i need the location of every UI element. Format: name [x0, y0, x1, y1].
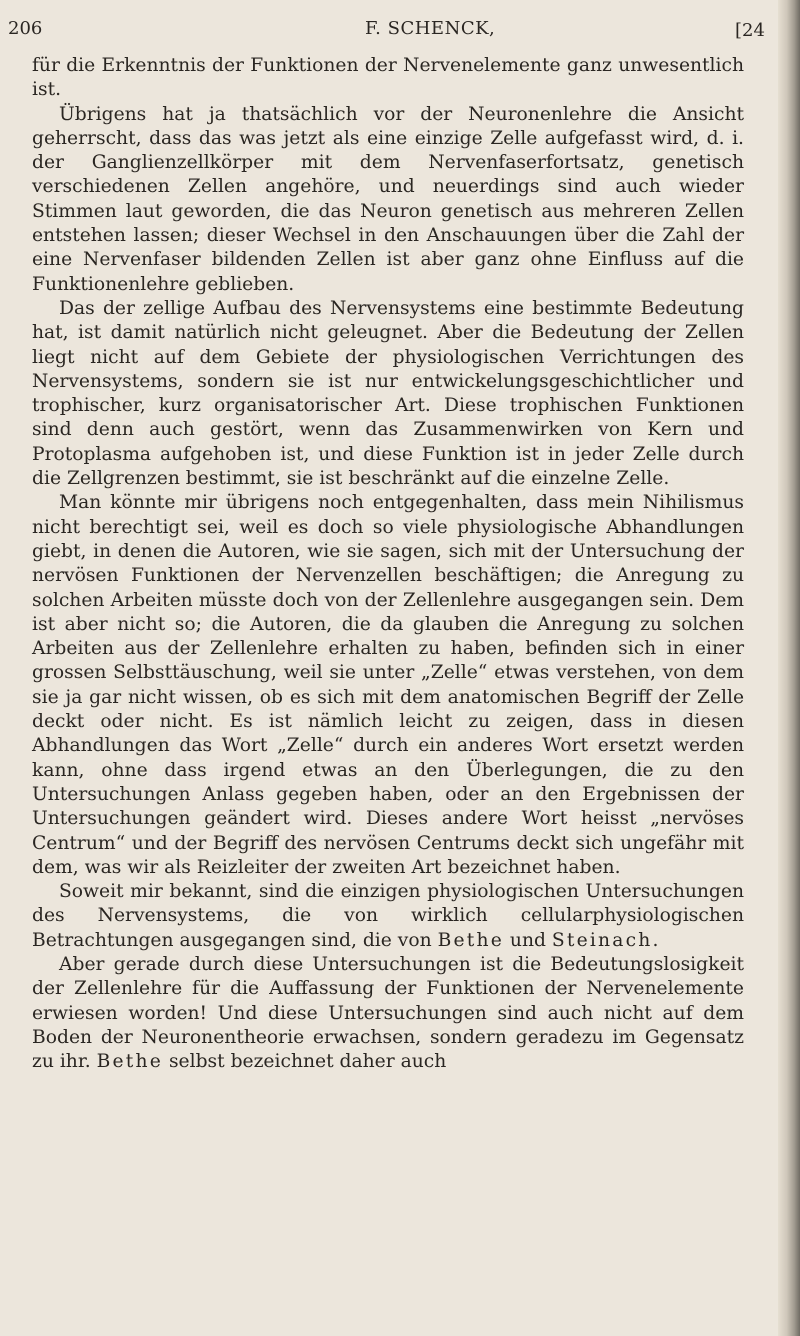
author-name-bethe: Bethe: [437, 929, 504, 951]
paragraph-6: [32, 953, 744, 1074]
page-edge-shadow: [778, 0, 800, 1336]
running-head-author: F. SCHENCK,: [365, 18, 496, 39]
running-header: [0, 18, 780, 46]
author-name-bethe-2: Bethe: [96, 1051, 163, 1073]
paragraph-5: [32, 880, 744, 953]
paragraph-3: Das der zellige Aufbau des Nervensystems eine bestimmte Bedeutung hat, ist damit natürlich nicht geleugnet. Aber die Bedeutung der Zellen liegt nicht auf dem Gebiete der physiologischen Verrichtungen des Nervensystems, sondern sie ist nur entwickelungsgeschichtlicher und trophischer, kurz organisatorischer Art. Diese trophischen Funktionen sind denn auch gestört, wenn das Zusammenwirken von Kern und Protoplasma aufgehoben ist, und diese Funktion ist in jeder Zelle durch die Zellgrenzen bestimmt, sie ist beschränkt auf die einzelne Zelle.: [32, 297, 744, 490]
paragraph-1: für die Erkenntnis der Funktionen der Nervenelemente ganz unwesentlich ist.: [32, 55, 744, 101]
paragraph-6-text-b: selbst bezeichnet daher auch: [163, 1051, 447, 1073]
section-marker: [24: [735, 20, 765, 41]
paragraph-2: Übrigens hat ja thatsächlich vor der Neuronenlehre die Ansicht geherrscht, dass das was jetzt als eine einzige Zelle aufgefasst wird, d. i. der Ganglienzellkörper mit dem Nervenfaserfortsatz, genetisch verschiedenen Zellen angehöre, und neuerdings sind auch wieder Stimmen laut geworden, die das Neuron genetisch aus mehreren Zellen entstehen lassen; dieser Wechsel in den Anschauungen über die Zahl der eine Nervenfaser bildenden Zellen ist aber ganz ohne Einfluss auf die Funktionenlehre geblieben.: [32, 103, 744, 295]
paragraph-5-text-a: Soweit mir bekannt, sind die einzigen physiologischen Untersuchungen des Nervensystems, die von wirklich cellularphysiologischen Betrachtungen ausgegangen sind, die von: [32, 881, 744, 951]
author-name-steinach: Steinach: [551, 929, 653, 951]
paragraph-5-text-c: .: [652, 929, 659, 951]
paragraph-4: Man könnte mir übrigens noch entgegenhalten, dass mein Nihilismus nicht berechtigt sei, weil es doch so viele physiologische Abhandlungen giebt, in denen die Autoren, wie sie sagen, sich mit der Untersuchung der nervösen Funktionen der Nervenzellen beschäftigen; die Anregung zu solchen Arbeiten müsste doch von der Zellenlehre ausgegangen sein. Dem ist aber nicht so; die Autoren, die da glauben die Anregung zu solchen Arbeiten aus der Zellenlehre erhalten zu haben, befinden sich in einer grossen Selbsttäuschung, weil sie unter „Zelle“ etwas verstehen, von dem sie ja gar nicht wissen, ob es sich mit dem anatomischen Begriff der Zelle deckt oder nicht. Es ist nämlich leicht zu zeigen, dass in diesen Abhandlungen das Wort „Zelle“ durch ein anderes Wort ersetzt werden kann, ohne dass irgend etwas an den Überlegungen, die zu den Untersuchungen Anlass gegeben haben, oder an den Ergebnissen der Untersuchungen geändert wird. Dieses andere Wort heisst „nervöses Centrum“ und der Begriff des nervösen Centrums deckt sich ungefähr mit dem, was wir als Reizleiter der zweiten Art bezeichnet haben.: [32, 492, 744, 878]
paragraph-6-text-a: Aber gerade durch diese Untersuchungen ist die Bedeutungslosigkeit der Zellenlehre für die Auffassung der Funktionen der Nervenelemente erwiesen worden! Und diese Untersuchungen sind auch nicht auf dem Boden der Neuronentheorie erwachsen, sondern geradezu im Gegensatz zu ihr.: [32, 953, 744, 1073]
page-number: 206: [8, 18, 43, 39]
body-text: [32, 54, 744, 1074]
paragraph-5-text-b: und: [503, 929, 552, 951]
